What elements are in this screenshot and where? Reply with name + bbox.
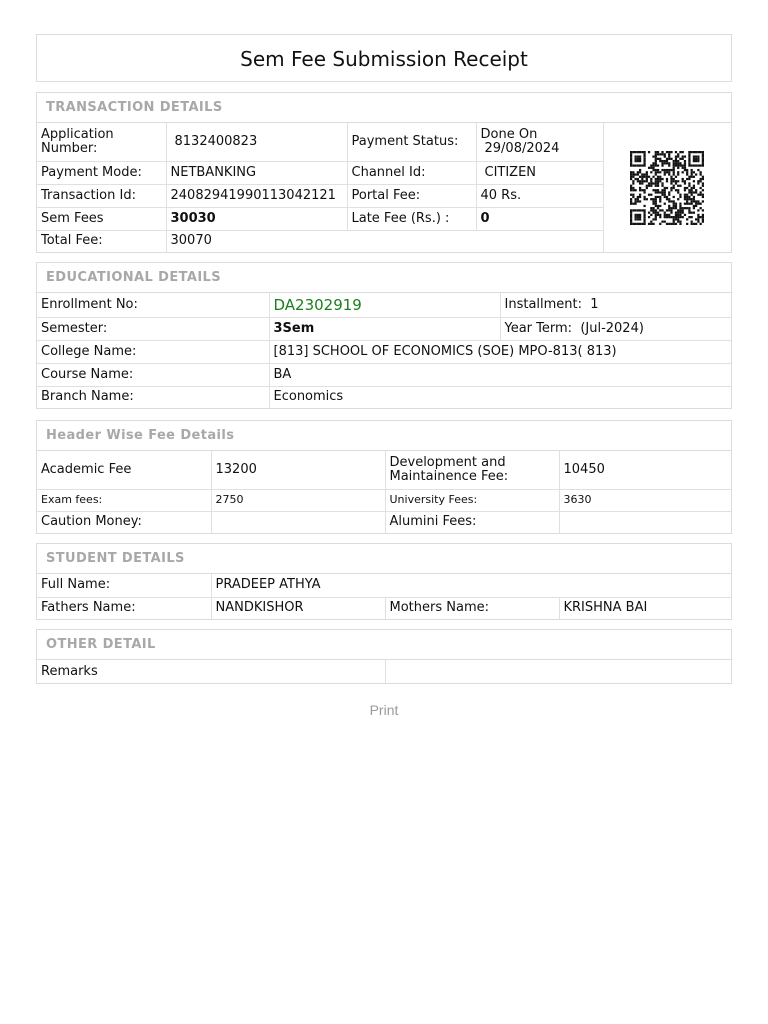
transaction-id-label: Transaction Id: — [37, 184, 166, 207]
transaction-heading: TRANSACTION DETAILS — [37, 93, 731, 123]
full-name-value: PRADEEP ATHYA — [211, 574, 731, 597]
educational-section — [36, 262, 732, 409]
other-heading: OTHER DETAIL — [37, 630, 731, 660]
educational-table — [37, 293, 731, 408]
year-term-label: Year Term: — [504, 320, 573, 336]
late-fee-label: Late Fee (Rs.) : — [347, 207, 476, 230]
university-value: 3630 — [559, 489, 731, 511]
transaction-section — [36, 92, 732, 253]
fees-table — [37, 451, 731, 533]
semester-label: Semester: — [37, 317, 269, 340]
payment-status-label: Payment Status: — [347, 123, 476, 161]
enrollment-value: DA2302919 — [269, 293, 500, 317]
qr-cell — [603, 123, 731, 252]
enrollment-label: Enrollment No: — [37, 293, 269, 317]
fathers-name-label: Fathers Name: — [37, 597, 211, 619]
course-value: BA — [269, 363, 731, 386]
exam-label: Exam fees: — [37, 489, 211, 511]
college-value: [813] SCHOOL OF ECONOMICS (SOE) MPO-813( 813) — [269, 340, 731, 363]
payment-mode-label: Payment Mode: — [37, 161, 166, 184]
print-button[interactable]: Print — [369, 702, 399, 718]
qr-code-icon — [628, 151, 706, 225]
year-term-value: (Jul-2024) — [580, 320, 644, 336]
page-title: Sem Fee Submission Receipt — [240, 47, 528, 71]
transaction-table — [37, 123, 731, 252]
total-fee-label: Total Fee: — [37, 230, 166, 252]
transaction-id-value: 24082941990113042121 — [166, 184, 347, 207]
installment-label: Installment: — [504, 296, 583, 312]
student-heading: STUDENT DETAILS — [37, 544, 731, 574]
fees-heading: Header Wise Fee Details — [37, 421, 731, 451]
total-fee-value: 30070 — [166, 230, 603, 252]
late-fee-value: 0 — [476, 207, 603, 230]
channel-value: CITIZEN — [476, 161, 603, 184]
development-label: Development and Maintainence Fee: — [385, 451, 559, 489]
exam-value: 2750 — [211, 489, 385, 511]
full-name-label: Full Name: — [37, 574, 211, 597]
other-section — [36, 629, 732, 684]
mothers-name-label: Mothers Name: — [385, 597, 559, 619]
semester-value: 3Sem — [269, 317, 500, 340]
fathers-name-value: NANDKISHOR — [211, 597, 385, 619]
other-table — [37, 660, 731, 683]
remarks-value — [385, 660, 731, 683]
branch-value: Economics — [269, 386, 731, 408]
sem-fees-value: 30030 — [166, 207, 347, 230]
application-value: 8132400823 — [166, 123, 347, 161]
sem-fees-label: Sem Fees — [37, 207, 166, 230]
student-table — [37, 574, 731, 619]
educational-heading: EDUCATIONAL DETAILS — [37, 263, 731, 293]
payment-mode-value: NETBANKING — [166, 161, 347, 184]
development-value: 10450 — [559, 451, 731, 489]
branch-label: Branch Name: — [37, 386, 269, 408]
student-section — [36, 543, 732, 620]
payment-status-value: Done On 29/08/2024 — [476, 123, 603, 161]
application-label: Application Number: — [37, 123, 166, 161]
alumini-value — [559, 511, 731, 533]
installment-cell — [500, 293, 731, 317]
fees-section — [36, 420, 732, 534]
title-box — [36, 34, 732, 82]
academic-value: 13200 — [211, 451, 385, 489]
caution-label: Caution Money: — [37, 511, 211, 533]
portal-fee-label: Portal Fee: — [347, 184, 476, 207]
remarks-label: Remarks — [37, 660, 385, 683]
alumini-label: Alumini Fees: — [385, 511, 559, 533]
year-term-cell — [500, 317, 731, 340]
academic-label: Academic Fee — [37, 451, 211, 489]
portal-fee-value: 40 Rs. — [476, 184, 603, 207]
college-label: College Name: — [37, 340, 269, 363]
caution-value — [211, 511, 385, 533]
installment-value: 1 — [590, 296, 599, 312]
course-label: Course Name: — [37, 363, 269, 386]
university-label: University Fees: — [385, 489, 559, 511]
mothers-name-value: KRISHNA BAI — [559, 597, 731, 619]
channel-label: Channel Id: — [347, 161, 476, 184]
